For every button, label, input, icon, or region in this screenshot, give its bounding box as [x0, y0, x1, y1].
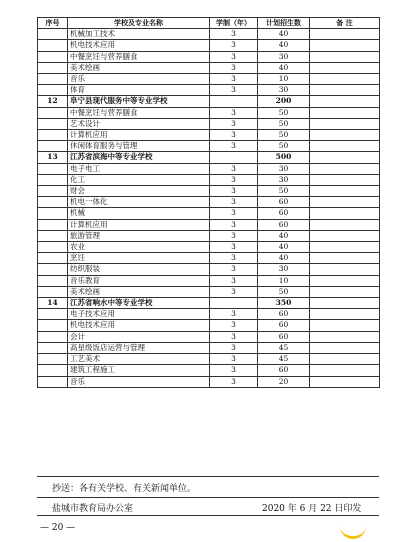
table-row — [38, 264, 380, 275]
major-name-cell: 艺术设计 — [68, 118, 210, 129]
plan-count-cell: 60 — [258, 219, 310, 230]
note-cell — [310, 174, 380, 185]
row-number-cell — [38, 40, 68, 51]
major-name-cell: 纺织服装 — [68, 264, 210, 275]
row-number-cell — [38, 275, 68, 286]
row-number-cell — [38, 197, 68, 208]
plan-count-cell: 40 — [258, 253, 310, 264]
note-cell — [310, 40, 380, 51]
plan-count-cell: 30 — [258, 85, 310, 96]
major-name-cell: 休闲体育服务与管理 — [68, 141, 210, 152]
note-cell — [310, 141, 380, 152]
major-name-cell: 中餐烹饪与营养膳食 — [68, 107, 210, 118]
table-header-row — [38, 18, 380, 29]
years-cell: 3 — [210, 186, 258, 197]
years-cell: 3 — [210, 174, 258, 185]
years-cell: 3 — [210, 242, 258, 253]
table-row — [38, 130, 380, 141]
major-name-cell: 会计 — [68, 331, 210, 342]
note-cell — [310, 354, 380, 365]
years-cell: 3 — [210, 85, 258, 96]
table-row — [38, 62, 380, 73]
row-number-cell — [38, 309, 68, 320]
header-note: 备 注 — [310, 18, 380, 29]
plan-count-cell: 30 — [258, 51, 310, 62]
row-number-cell — [38, 376, 68, 387]
years-cell: 3 — [210, 219, 258, 230]
note-cell — [310, 320, 380, 331]
major-name-cell: 美术绘画 — [68, 62, 210, 73]
major-name-cell: 高星级饭店运营与管理 — [68, 342, 210, 353]
note-cell — [310, 163, 380, 174]
row-number-cell — [38, 219, 68, 230]
plan-count-cell: 40 — [258, 242, 310, 253]
row-number-cell — [38, 230, 68, 241]
plan-count-cell: 40 — [258, 29, 310, 40]
table-row — [38, 197, 380, 208]
note-cell — [310, 331, 380, 342]
plan-count-cell: 60 — [258, 331, 310, 342]
row-number-cell — [38, 118, 68, 129]
major-name-cell: 机电一体化 — [68, 197, 210, 208]
plan-count-cell: 60 — [258, 208, 310, 219]
row-number-cell — [38, 62, 68, 73]
note-cell — [310, 118, 380, 129]
plan-count-cell: 50 — [258, 107, 310, 118]
table-row — [38, 286, 380, 297]
years-cell: 3 — [210, 40, 258, 51]
stamp-mark — [340, 522, 366, 539]
row-number-cell: 13 — [38, 152, 68, 163]
note-cell — [310, 298, 380, 309]
major-name-cell: 机械 — [68, 208, 210, 219]
plan-count-cell: 60 — [258, 365, 310, 376]
major-name-cell: 电子技术应用 — [68, 309, 210, 320]
note-cell — [310, 152, 380, 163]
row-number-cell — [38, 320, 68, 331]
years-cell: 3 — [210, 264, 258, 275]
years-cell: 3 — [210, 354, 258, 365]
major-name-cell: 旅游管理 — [68, 230, 210, 241]
years-cell: 3 — [210, 331, 258, 342]
table-row — [38, 219, 380, 230]
footer-rule-bottom — [37, 515, 379, 516]
major-name-cell: 音乐 — [68, 74, 210, 85]
table-row — [38, 141, 380, 152]
row-number-cell: 14 — [38, 298, 68, 309]
years-cell: 3 — [210, 197, 258, 208]
row-number-cell — [38, 208, 68, 219]
years-cell: 3 — [210, 342, 258, 353]
years-cell: 3 — [210, 208, 258, 219]
years-cell: 3 — [210, 74, 258, 85]
note-cell — [310, 264, 380, 275]
row-number-cell — [38, 186, 68, 197]
plan-count-cell: 20 — [258, 376, 310, 387]
table-row — [38, 40, 380, 51]
enrollment-plan-table — [37, 17, 380, 388]
table-row — [38, 253, 380, 264]
major-name-cell: 建筑工程施工 — [68, 365, 210, 376]
table-row — [38, 365, 380, 376]
major-name-cell: 机电技术应用 — [68, 40, 210, 51]
major-name-cell: 中餐烹饪与营养膳食 — [68, 51, 210, 62]
plan-count-cell: 30 — [258, 264, 310, 275]
row-number-cell — [38, 242, 68, 253]
note-cell — [310, 96, 380, 107]
plan-count-cell: 50 — [258, 130, 310, 141]
plan-count-cell: 50 — [258, 186, 310, 197]
school-row — [38, 152, 380, 163]
note-cell — [310, 51, 380, 62]
table-row — [38, 118, 380, 129]
row-number-cell — [38, 85, 68, 96]
row-number-cell — [38, 141, 68, 152]
school-row — [38, 96, 380, 107]
note-cell — [310, 365, 380, 376]
row-number-cell — [38, 253, 68, 264]
plan-count-cell: 60 — [258, 309, 310, 320]
header-years: 学制（年） — [210, 18, 258, 29]
plan-count-cell: 500 — [258, 152, 310, 163]
row-number-cell — [38, 130, 68, 141]
row-number-cell — [38, 74, 68, 85]
major-name-cell: 烹饪 — [68, 253, 210, 264]
years-cell: 3 — [210, 253, 258, 264]
major-name-cell: 音乐 — [68, 376, 210, 387]
years-cell: 3 — [210, 107, 258, 118]
plan-count-cell: 50 — [258, 286, 310, 297]
years-cell: 3 — [210, 51, 258, 62]
note-cell — [310, 186, 380, 197]
footer-rule-top — [37, 476, 379, 477]
note-cell — [310, 309, 380, 320]
note-cell — [310, 230, 380, 241]
row-number-cell — [38, 163, 68, 174]
note-cell — [310, 253, 380, 264]
row-number-cell — [38, 354, 68, 365]
years-cell — [210, 298, 258, 309]
row-number-cell — [38, 365, 68, 376]
note-cell — [310, 376, 380, 387]
plan-count-cell: 40 — [258, 40, 310, 51]
page-number: — 20 — — [40, 523, 76, 533]
footer-rule-middle — [37, 497, 379, 498]
years-cell: 3 — [210, 230, 258, 241]
note-cell — [310, 342, 380, 353]
row-number-cell — [38, 51, 68, 62]
major-name-cell: 美术绘画 — [68, 286, 210, 297]
row-number-cell: 12 — [38, 96, 68, 107]
plan-count-cell: 30 — [258, 174, 310, 185]
table-row — [38, 174, 380, 185]
table-row — [38, 85, 380, 96]
note-cell — [310, 62, 380, 73]
table-row — [38, 242, 380, 253]
years-cell — [210, 96, 258, 107]
note-cell — [310, 275, 380, 286]
major-name-cell: 机电技术应用 — [68, 320, 210, 331]
table-row — [38, 309, 380, 320]
row-number-cell — [38, 264, 68, 275]
table-row — [38, 29, 380, 40]
years-cell: 3 — [210, 365, 258, 376]
years-cell — [210, 152, 258, 163]
years-cell: 3 — [210, 309, 258, 320]
row-number-cell — [38, 331, 68, 342]
years-cell: 3 — [210, 141, 258, 152]
years-cell: 3 — [210, 376, 258, 387]
years-cell: 3 — [210, 130, 258, 141]
major-name-cell: 财会 — [68, 186, 210, 197]
plan-count-cell: 45 — [258, 342, 310, 353]
note-cell — [310, 242, 380, 253]
note-cell — [310, 197, 380, 208]
years-cell: 3 — [210, 163, 258, 174]
school-row — [38, 298, 380, 309]
header-no: 序号 — [38, 18, 68, 29]
years-cell: 3 — [210, 286, 258, 297]
major-name-cell: 音乐教育 — [68, 275, 210, 286]
major-name-cell: 化工 — [68, 174, 210, 185]
note-cell — [310, 107, 380, 118]
major-name-cell: 工艺美术 — [68, 354, 210, 365]
table-row — [38, 51, 380, 62]
plan-count-cell: 10 — [258, 74, 310, 85]
header-school-major: 学校及专业名称 — [68, 18, 210, 29]
plan-count-cell: 350 — [258, 298, 310, 309]
school-name-cell: 江苏省滨海中等专业学校 — [68, 152, 210, 163]
note-cell — [310, 130, 380, 141]
years-cell: 3 — [210, 62, 258, 73]
plan-count-cell: 10 — [258, 275, 310, 286]
years-cell: 3 — [210, 118, 258, 129]
note-cell — [310, 219, 380, 230]
issue-date: 2020 年 6 月 22 日印发 — [262, 504, 362, 514]
plan-count-cell: 60 — [258, 320, 310, 331]
plan-count-cell: 50 — [258, 141, 310, 152]
table-row — [38, 163, 380, 174]
plan-count-cell: 50 — [258, 118, 310, 129]
note-cell — [310, 74, 380, 85]
table-row — [38, 376, 380, 387]
row-number-cell — [38, 107, 68, 118]
table-row — [38, 342, 380, 353]
years-cell: 3 — [210, 29, 258, 40]
major-name-cell: 电子电工 — [68, 163, 210, 174]
table-row — [38, 74, 380, 85]
years-cell: 3 — [210, 275, 258, 286]
table-row — [38, 208, 380, 219]
table-row — [38, 320, 380, 331]
plan-count-cell: 40 — [258, 62, 310, 73]
major-name-cell: 计算机应用 — [68, 130, 210, 141]
major-name-cell: 农业 — [68, 242, 210, 253]
row-number-cell — [38, 342, 68, 353]
major-name-cell: 机械加工技术 — [68, 29, 210, 40]
row-number-cell — [38, 286, 68, 297]
plan-count-cell: 30 — [258, 163, 310, 174]
school-name-cell: 江苏省响水中等专业学校 — [68, 298, 210, 309]
plan-count-cell: 200 — [258, 96, 310, 107]
table-row — [38, 230, 380, 241]
note-cell — [310, 286, 380, 297]
note-cell — [310, 85, 380, 96]
note-cell — [310, 208, 380, 219]
cc-line: 抄送：各有关学校、有关新闻单位。 — [52, 484, 197, 494]
note-cell — [310, 29, 380, 40]
years-cell: 3 — [210, 320, 258, 331]
row-number-cell — [38, 174, 68, 185]
major-name-cell: 计算机应用 — [68, 219, 210, 230]
table-body — [38, 29, 380, 388]
plan-count-cell: 40 — [258, 230, 310, 241]
row-number-cell — [38, 29, 68, 40]
table-row — [38, 275, 380, 286]
header-plan-count: 计划招生数 — [258, 18, 310, 29]
table-row — [38, 331, 380, 342]
school-name-cell: 阜宁县现代服务中等专业学校 — [68, 96, 210, 107]
plan-count-cell: 60 — [258, 197, 310, 208]
plan-count-cell: 45 — [258, 354, 310, 365]
table-row — [38, 107, 380, 118]
table-row — [38, 354, 380, 365]
major-name-cell: 体育 — [68, 85, 210, 96]
table-row — [38, 186, 380, 197]
issuer-name: 盐城市教育局办公室 — [52, 504, 134, 514]
